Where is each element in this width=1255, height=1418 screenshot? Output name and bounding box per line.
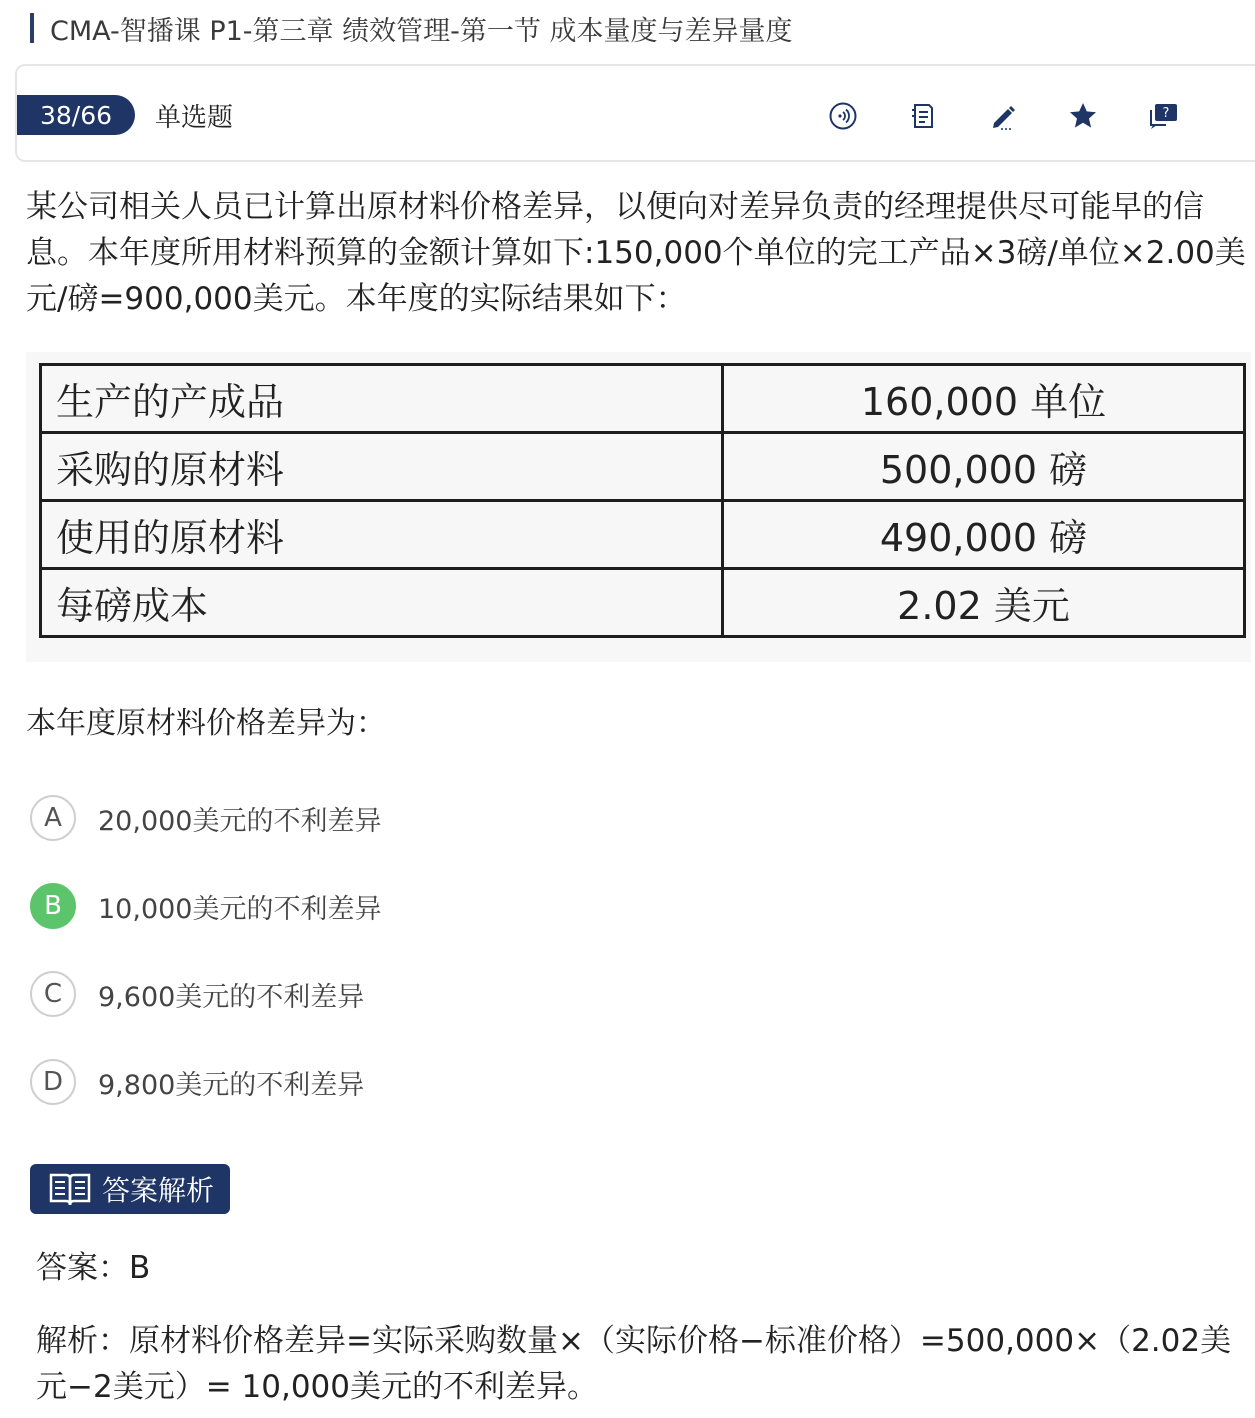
option-text: 20,000美元的不利差异	[98, 805, 382, 837]
breadcrumb	[30, 10, 792, 46]
question-counter-badge: 38/66	[17, 95, 135, 135]
option-b[interactable]	[30, 881, 381, 931]
breadcrumb-accent-bar	[30, 13, 34, 43]
audio-icon[interactable]	[823, 96, 863, 136]
table-cell-label: 生产的产成品	[41, 365, 723, 433]
table-cell-value: 2.02 美元	[723, 569, 1245, 637]
table-cell-label: 每磅成本	[41, 569, 723, 637]
table-cell-value: 160,000 单位	[723, 365, 1245, 433]
option-letter: D	[30, 1059, 76, 1105]
table-cell-value: 490,000 磅	[723, 501, 1245, 569]
option-text: 10,000美元的不利差异	[98, 893, 382, 925]
option-c[interactable]	[30, 969, 364, 1019]
question-prompt: 本年度原材料价格差异为：	[26, 706, 386, 741]
question-feedback-icon[interactable]	[1143, 96, 1183, 136]
table-row	[41, 569, 1245, 637]
option-text: 9,800美元的不利差异	[98, 1069, 365, 1101]
table-cell-label: 使用的原材料	[41, 501, 723, 569]
question-table-image	[26, 352, 1251, 662]
answer-text: 答案：B	[36, 1250, 151, 1286]
table-cell-label: 采购的原材料	[41, 433, 723, 501]
edit-icon[interactable]	[983, 96, 1023, 136]
table-cell-value: 500,000 磅	[723, 433, 1245, 501]
book-icon	[48, 1169, 92, 1209]
table-row	[41, 433, 1245, 501]
option-letter: C	[30, 971, 76, 1017]
notes-icon[interactable]	[903, 96, 943, 136]
table-row	[41, 501, 1245, 569]
data-table	[39, 363, 1246, 638]
question-type-label: 单选题	[155, 103, 234, 133]
table-row	[41, 365, 1245, 433]
answer-analysis-button[interactable]	[30, 1164, 230, 1214]
option-letter: A	[30, 795, 76, 841]
option-a[interactable]	[30, 793, 381, 843]
option-d[interactable]	[30, 1057, 364, 1107]
question-stem: 某公司相关人员已计算出原材料价格差异，以便向对差异负责的经理提供尽可能早的信息。本年度所用材料预算的金额计算如下:150,000个单位的完工产品×3磅/单位×2.00美元/磅=900,000美元。本年度的实际结果如下：	[26, 189, 1246, 317]
svg-text:?: ?	[1162, 106, 1170, 121]
breadcrumb-text: CMA-智播课 P1-第三章 绩效管理-第一节 成本量度与差异量度	[50, 15, 793, 47]
explanation-text: 解析：原材料价格差异=实际采购数量×（实际价格−标准价格）=500,000×（2.02美元−2美元）= 10,000美元的不利差异。	[36, 1323, 1232, 1405]
option-letter: B	[30, 883, 76, 929]
answer-analysis-label: 答案解析	[102, 1174, 215, 1207]
star-icon[interactable]	[1063, 96, 1103, 136]
option-text: 9,600美元的不利差异	[98, 981, 365, 1013]
